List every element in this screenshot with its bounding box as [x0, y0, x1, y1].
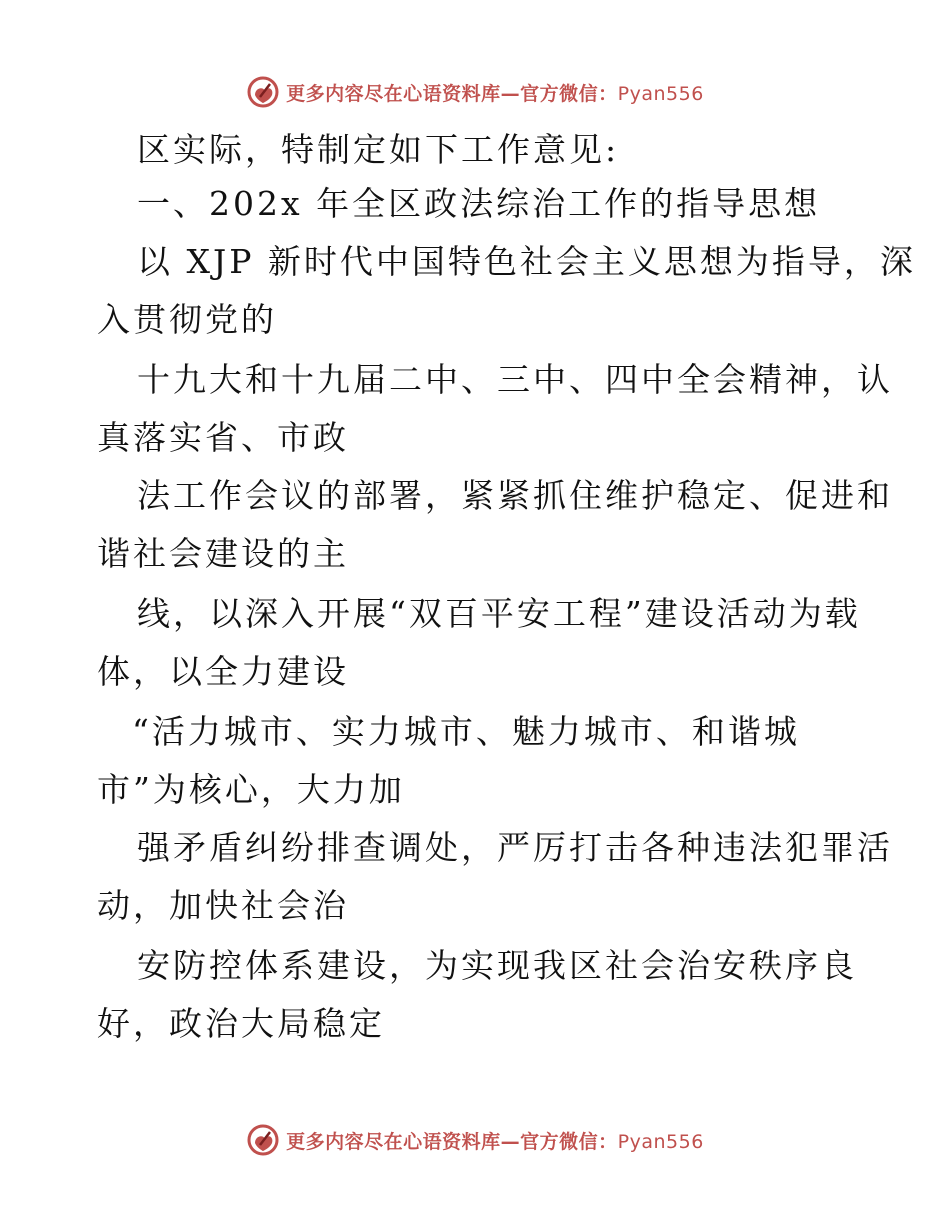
text-line: “活力城市、实力城市、魅力城市、和谐城 [132, 712, 800, 751]
text-line: 谐社会建设的主 [97, 534, 349, 573]
text-line: 强矛盾纠纷排查调处，严厉打击各种违法犯罪活 [137, 828, 893, 867]
text-line: 真落实省、市政 [97, 418, 349, 457]
text-line: 动，加快社会治 [97, 886, 349, 925]
wechat-id: Pyan556 [617, 82, 704, 105]
text-line: 好，政治大局稳定 [97, 1004, 385, 1043]
text-line: 安防控体系建设，为实现我区社会治安秩序良 [137, 946, 857, 985]
watermark-text: 更多内容尽在心语资料库—官方微信：Pyan556 [286, 1130, 704, 1153]
text-line: 线，以深入开展“双百平安工程”建设活动为载 [137, 594, 861, 633]
watermark-text: 更多内容尽在心语资料库—官方微信：Pyan556 [286, 82, 704, 105]
heart-pen-logo-icon [246, 1123, 280, 1157]
text-line: 区实际，特制定如下工作意见: [137, 130, 620, 169]
text-line: 以 XJP 新时代中国特色社会主义思想为指导，深 [137, 242, 916, 281]
text-line: 体，以全力建设 [97, 652, 349, 691]
text-line: 法工作会议的部署，紧紧抓住维护稳定、促进和 [137, 476, 893, 515]
text-line: 十九大和十九届二中、三中、四中全会精神，认 [137, 360, 893, 399]
heart-pen-logo-icon [246, 75, 280, 109]
section-heading: 一、202x 年全区政法综治工作的指导思想 [137, 184, 821, 223]
text-line: 市”为核心，大力加 [97, 770, 405, 809]
watermark-banner-top [0, 72, 950, 112]
wechat-id: Pyan556 [617, 1130, 704, 1153]
text-line: 入贯彻党的 [97, 300, 277, 339]
watermark-banner-bottom [0, 1120, 950, 1160]
